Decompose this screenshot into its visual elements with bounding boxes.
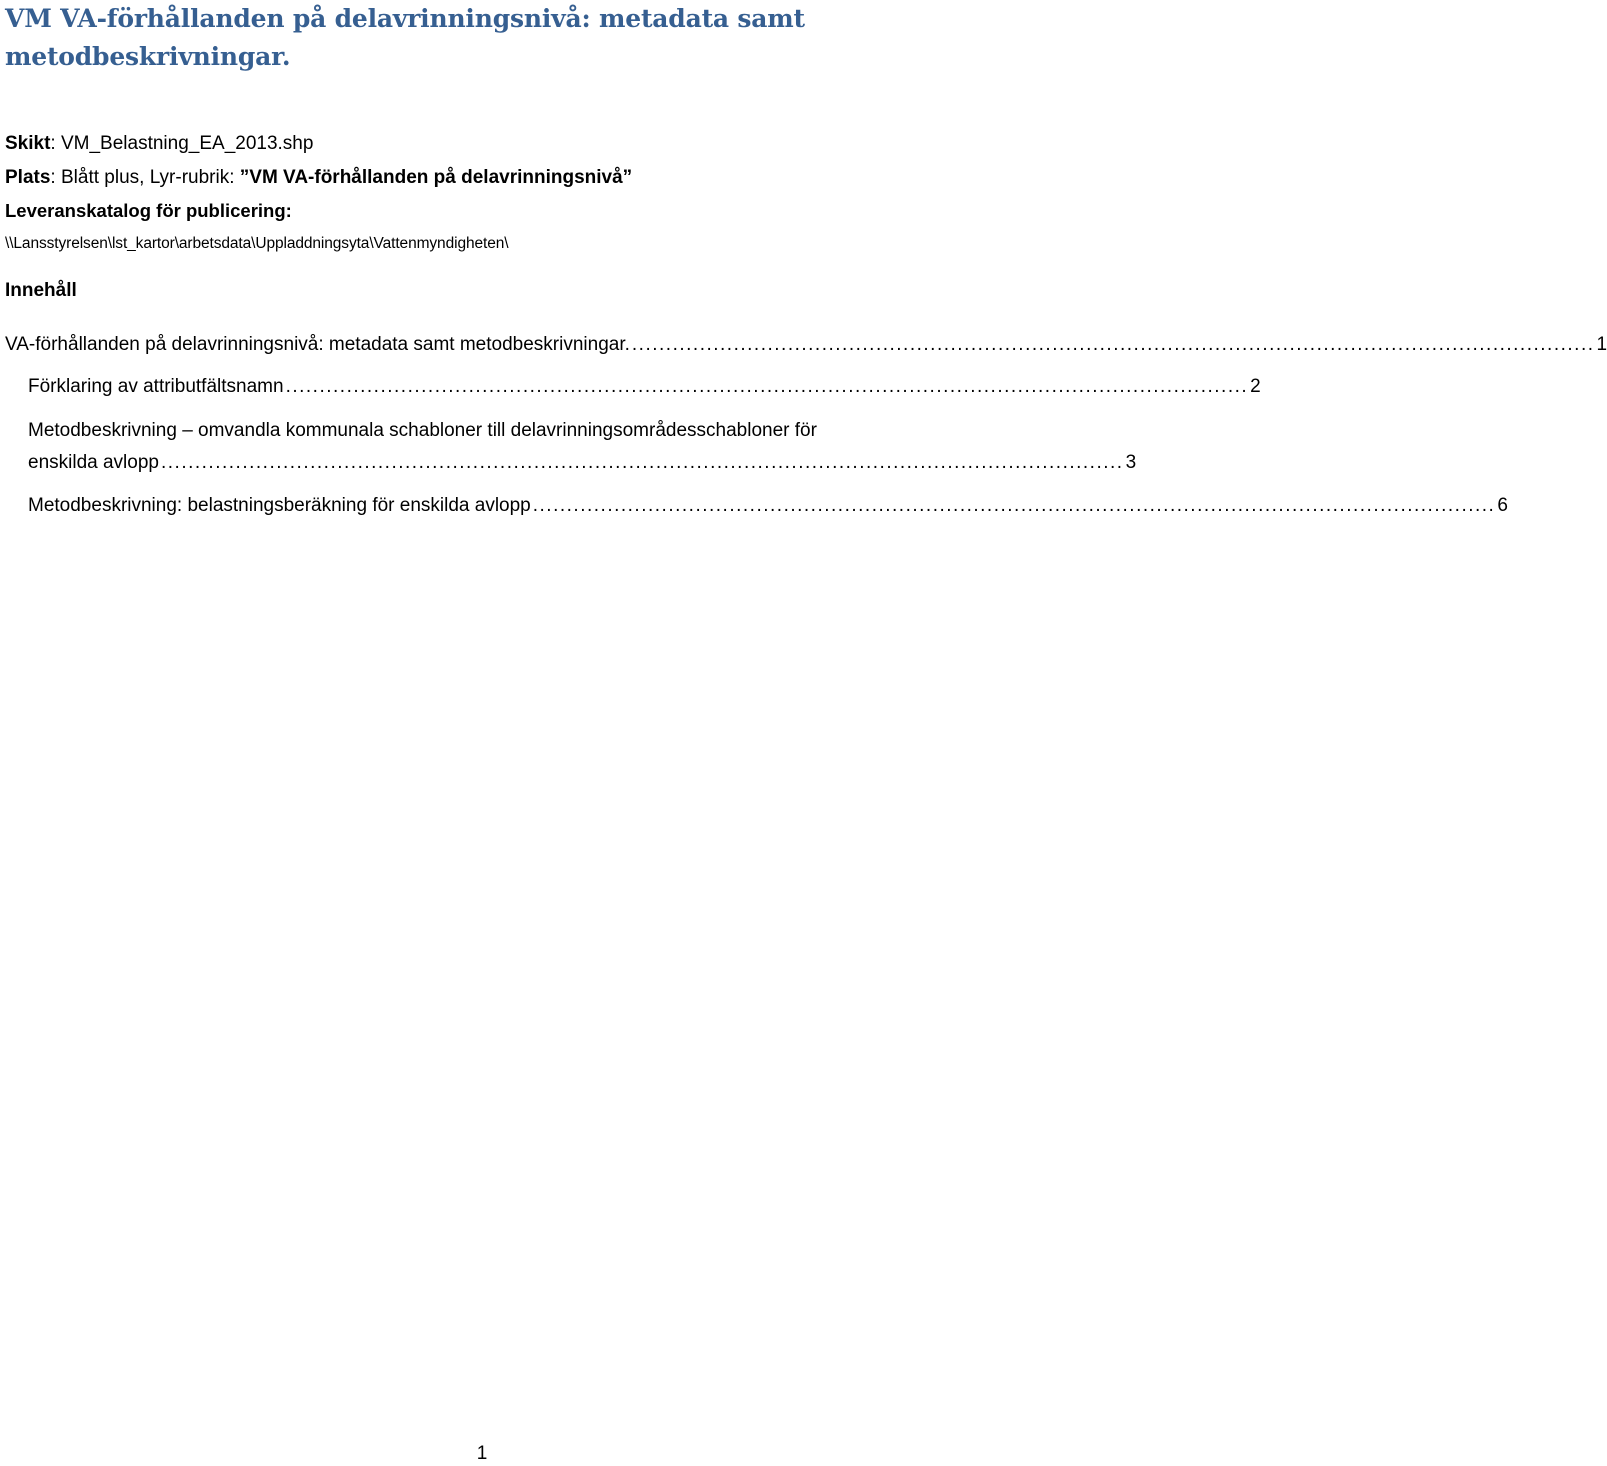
- toc-leader-dots: ..............................................................................................................................................: [631, 334, 1595, 355]
- meta-katalog-path: \\Lansstyrelsen\lst_kartor\arbetsdata\Uppladdningsyta\Vattenmyndigheten\: [5, 235, 509, 252]
- toc-heading: Innehåll: [5, 280, 77, 301]
- meta-katalog-label: Leveranskatalog för publicering:: [5, 200, 292, 221]
- toc-entry[interactable]: [28, 493, 1508, 519]
- page-number: 1: [476, 1443, 488, 1464]
- meta-plats: [5, 166, 632, 190]
- toc-leader-dots: ..............................................................................................................................................: [160, 452, 1124, 473]
- toc-entry-text: Metodbeskrivning: belastningsberäkning för enskilda avlopp: [28, 495, 531, 516]
- plats-label: Plats: [5, 167, 51, 188]
- toc-entry-text: VA-förhållanden på delavrinningsnivå: metadata samt metodbeskrivningar.: [5, 334, 630, 355]
- skikt-value: : VM_Belastning_EA_2013.shp: [50, 133, 314, 154]
- plats-value: : Blått plus, Lyr-rubrik:: [50, 167, 240, 188]
- toc-entry[interactable]: [28, 374, 1261, 400]
- plats-rubrik: ”VM VA-förhållanden på delavrinningsnivå”: [239, 167, 633, 188]
- toc-leader-dots: ..............................................................................................................................................: [285, 376, 1249, 397]
- toc-entry[interactable]: [28, 450, 1137, 476]
- toc-entry-page: 1: [1596, 334, 1607, 355]
- toc-entry-text-line1[interactable]: Metodbeskrivning – omvandla kommunala schabloner till delavrinningsområdesschabloner för: [28, 420, 817, 441]
- toc-entry-page: 6: [1497, 495, 1508, 516]
- toc-entry[interactable]: [5, 332, 1607, 358]
- toc-entry-text: enskilda avlopp: [28, 452, 159, 473]
- document-title: VM VA-förhållanden på delavrinningsnivå: metadata samt metodbeskrivningar.: [5, 4, 805, 71]
- toc-entry-text: Förklaring av attributfältsnamn: [28, 376, 284, 397]
- toc-entry-page: 3: [1125, 452, 1137, 473]
- skikt-label: Skikt: [5, 133, 51, 154]
- meta-skikt: [5, 132, 313, 156]
- toc-leader-dots: ..............................................................................................................................................: [532, 495, 1496, 516]
- toc-entry-page: 2: [1250, 376, 1261, 397]
